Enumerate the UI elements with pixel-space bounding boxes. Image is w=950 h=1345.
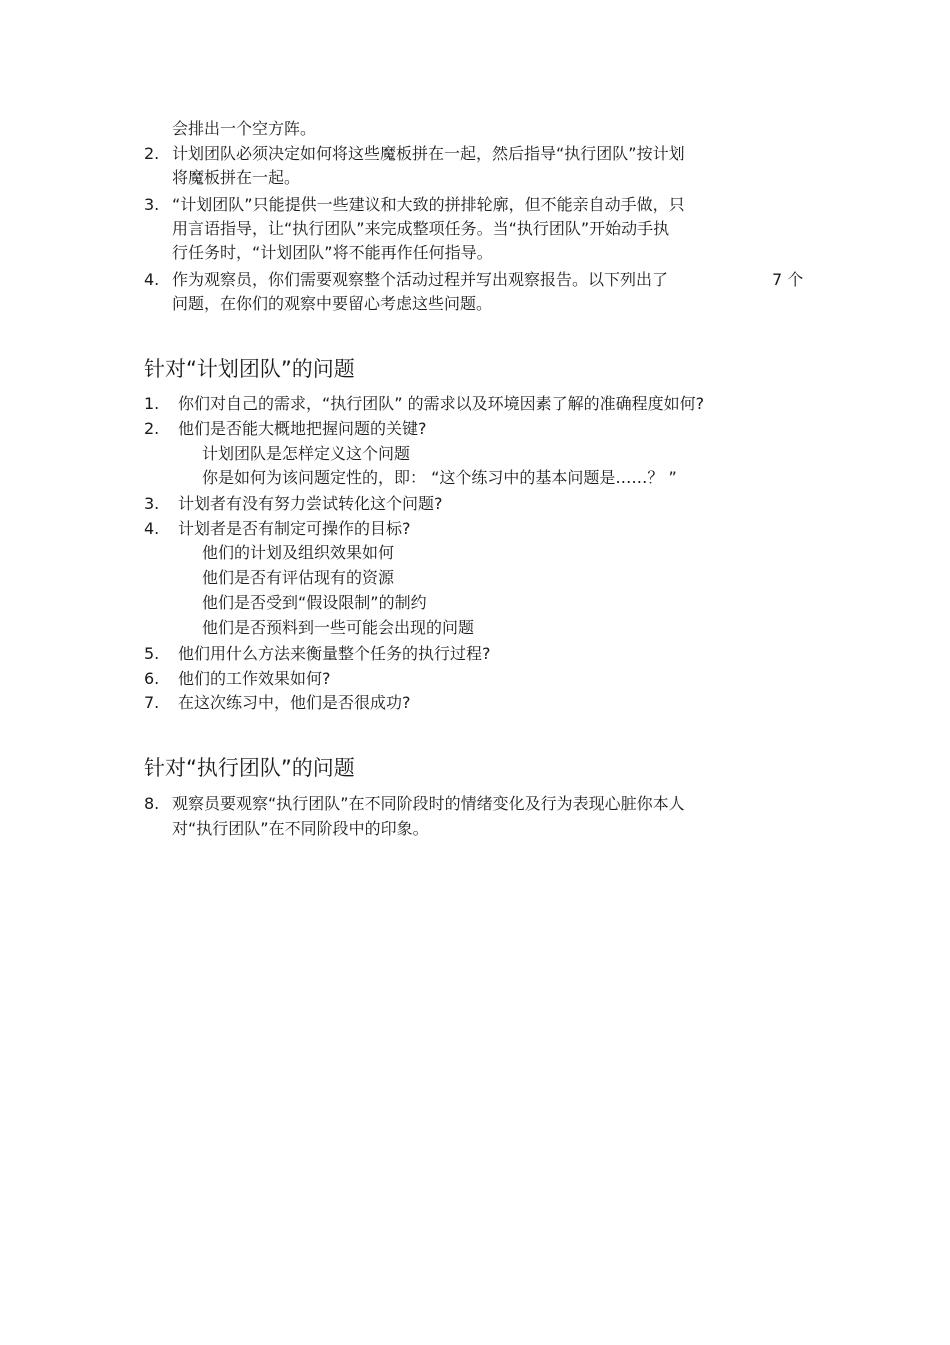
intro-item-3-line-3: 行任务时，“计划团队”将不能再作任何指导。 bbox=[172, 243, 493, 262]
planning-item-4-number: 4. bbox=[144, 519, 160, 538]
execution-item-8-number: 8. bbox=[144, 794, 160, 813]
planning-item-2-number: 2. bbox=[144, 419, 160, 438]
section-heading-planning: 针对“计划团队”的问题 bbox=[144, 357, 355, 381]
execution-item-8-line-1: 观察员要观察“执行团队”在不同阶段时的情绪变化及行为表现心脏你本人 bbox=[172, 794, 685, 813]
planning-item-4-sub-1: 他们的计划及组织效果如何 bbox=[202, 543, 395, 562]
intro-item-4-trailing: 7 个 bbox=[772, 270, 804, 289]
intro-item-3-line-2: 用言语指导，让“执行团队”来完成整项任务。当“执行团队”开始动手执 bbox=[172, 219, 670, 238]
planning-item-4-sub-2: 他们是否有评估现有的资源 bbox=[202, 568, 395, 587]
planning-item-2-text: 他们是否能大概地把握问题的关键? bbox=[178, 419, 427, 438]
planning-item-5-number: 5. bbox=[144, 644, 160, 663]
planning-item-7-text: 在这次练习中，他们是否很成功? bbox=[178, 693, 411, 712]
planning-item-3-number: 3. bbox=[144, 494, 160, 513]
intro-item-4-number: 4. bbox=[144, 270, 160, 289]
intro-item-4-line-1: 作为观察员，你们需要观察整个活动过程并写出观察报告。以下列出了 bbox=[172, 270, 669, 289]
planning-item-6-text: 他们的工作效果如何? bbox=[178, 669, 331, 688]
planning-item-1-number: 1. bbox=[144, 394, 160, 413]
execution-item-8-line-2: 对“执行团队”在不同阶段中的印象。 bbox=[172, 819, 429, 838]
intro-item-3-number: 3. bbox=[144, 195, 160, 214]
planning-item-2-sub-2: 你是如何为该问题定性的，即： “这个练习中的基本问题是……？ ” bbox=[202, 468, 677, 487]
planning-item-2-sub-1: 计划团队是怎样定义这个问题 bbox=[202, 444, 411, 463]
intro-item-2-line-2: 将魔板拼在一起。 bbox=[172, 168, 301, 187]
planning-item-4-sub-4: 他们是否预料到一些可能会出现的问题 bbox=[202, 618, 475, 637]
planning-item-7-number: 7. bbox=[144, 693, 160, 712]
planning-item-3-text: 计划者有没有努力尝试转化这个问题? bbox=[178, 494, 443, 513]
section-heading-execution: 针对“执行团队”的问题 bbox=[144, 756, 355, 780]
intro-item-4-line-2: 问题，在你们的观察中要留心考虑这些问题。 bbox=[172, 294, 493, 313]
intro-item-2-number: 2. bbox=[144, 144, 160, 163]
intro-item-2-line-1: 计划团队必须决定如何将这些魔板拼在一起，然后指导“执行团队”按计划 bbox=[172, 144, 685, 163]
intro-item-3-line-1: “计划团队”只能提供一些建议和大致的拼排轮廓，但不能亲自动手做，只 bbox=[172, 195, 685, 214]
intro-item-1-line-1: 会排出一个空方阵。 bbox=[172, 119, 317, 138]
planning-item-4-sub-3: 他们是否受到“假设限制”的制约 bbox=[202, 593, 427, 612]
planning-item-1-text: 你们对自己的需求，“执行团队” 的需求以及环境因素了解的准确程度如何? bbox=[178, 394, 705, 413]
planning-item-6-number: 6. bbox=[144, 669, 160, 688]
planning-item-5-text: 他们用什么方法来衡量整个任务的执行过程? bbox=[178, 644, 491, 663]
planning-item-4-text: 计划者是否有制定可操作的目标? bbox=[178, 519, 411, 538]
